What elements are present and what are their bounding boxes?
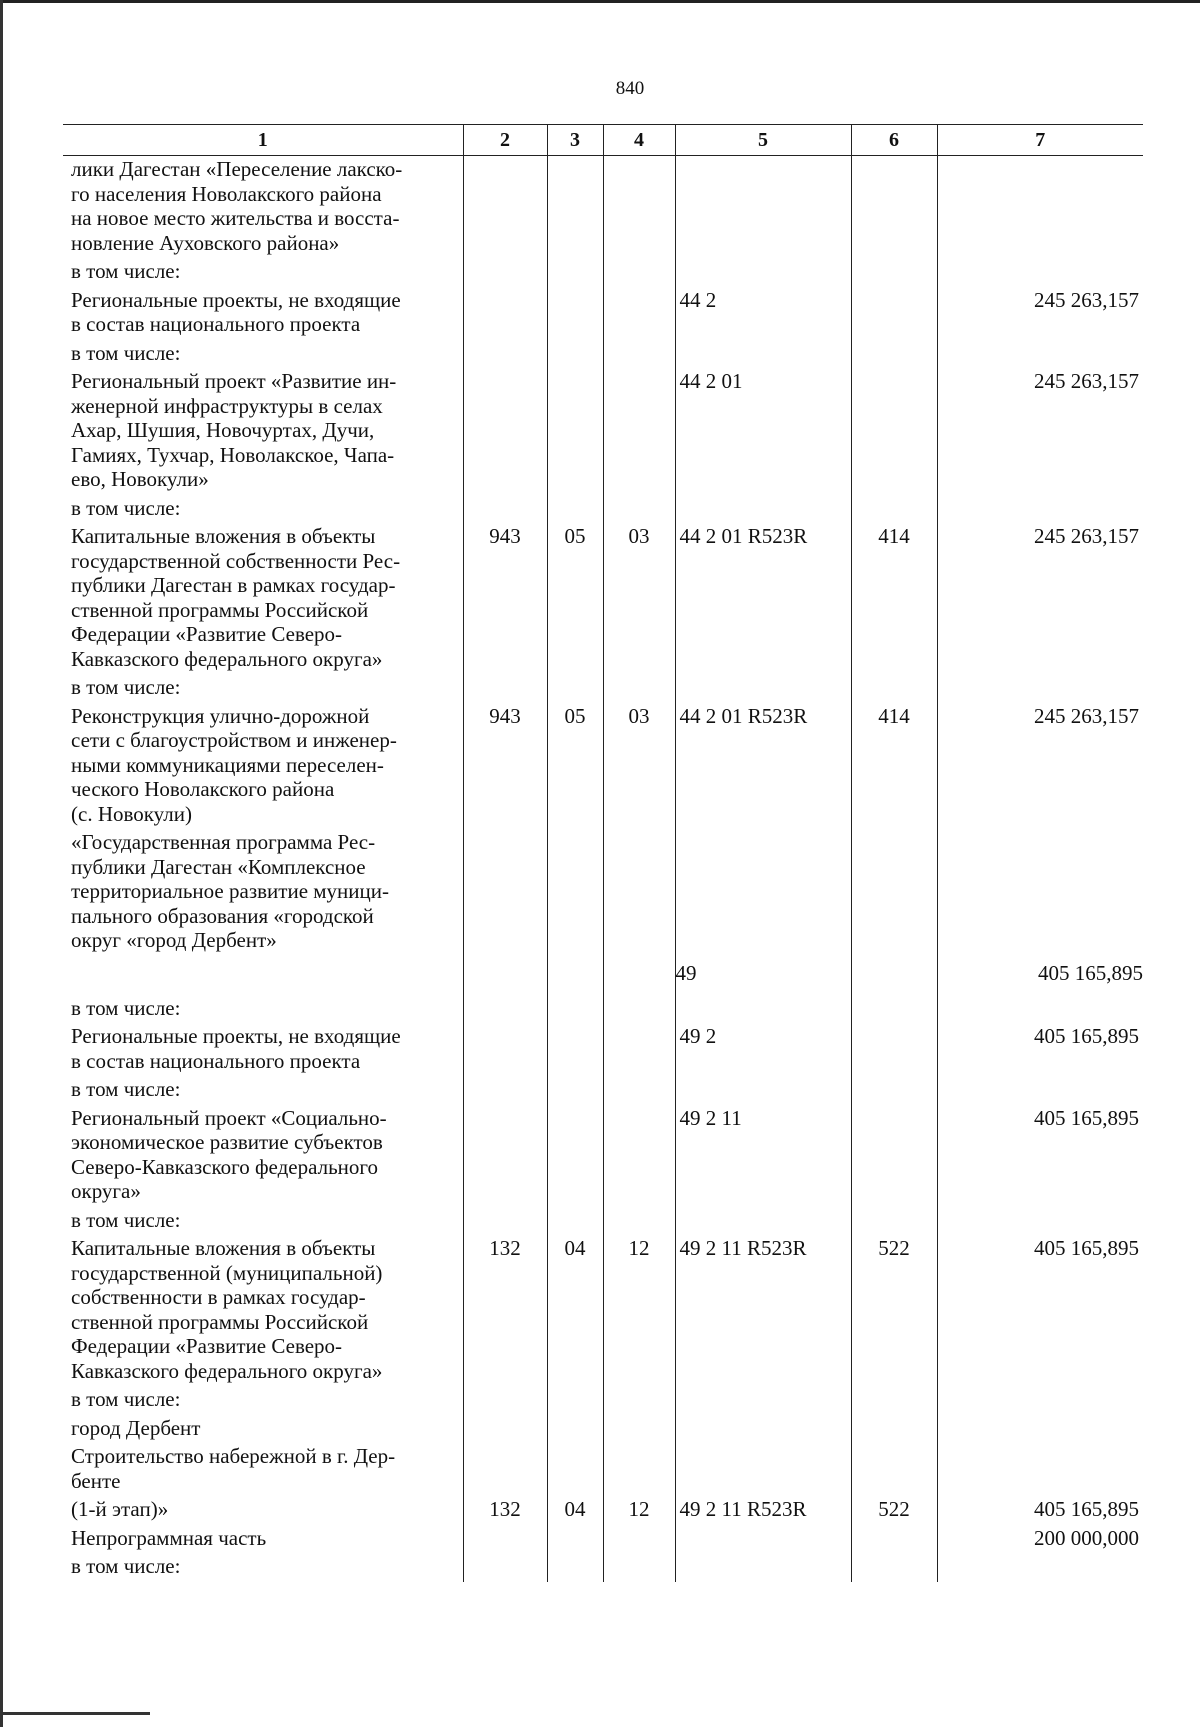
expense-type-cell [851, 287, 937, 340]
section-cell [547, 1076, 603, 1105]
expense-type-cell [851, 1386, 937, 1415]
description-cell: в том числе: [71, 995, 181, 1020]
subsection-cell [603, 674, 675, 703]
target-article-cell: 49 2 11 R523R [675, 1496, 851, 1525]
section-cell: 04 [547, 1235, 603, 1386]
admin-code-cell [463, 340, 547, 369]
scan-edge-top [0, 0, 1200, 3]
expense-type-cell [851, 156, 937, 259]
table-row [63, 156, 1143, 259]
section-cell [547, 495, 603, 524]
section-cell [547, 258, 603, 287]
description-cell: «Государственная программа Рес- публики Дагестан «Комплексное территориальное развитие муници- пального образования «городской округ «город Дербент» [71, 830, 389, 952]
target-article-cell [675, 1207, 851, 1236]
amount-cell [937, 258, 1143, 287]
amount-cell [937, 829, 1143, 961]
target-article-cell: 44 2 01 [675, 368, 851, 495]
description-cell: в том числе: [71, 340, 181, 365]
target-article-cell [675, 495, 851, 524]
table-row [63, 495, 1143, 524]
table-row [63, 703, 1143, 830]
subsection-cell [603, 961, 675, 995]
target-article-cell [675, 340, 851, 369]
amount-cell [937, 1553, 1143, 1582]
admin-code-cell [463, 1207, 547, 1236]
table-row [63, 1023, 1143, 1076]
target-article-cell [675, 1443, 851, 1496]
description-cell: в том числе: [71, 1554, 181, 1578]
section-cell [547, 287, 603, 340]
admin-code-cell [463, 1525, 547, 1554]
table-row [63, 523, 1143, 674]
table-row [63, 829, 1143, 961]
admin-code-cell: 943 [463, 703, 547, 830]
admin-code-cell [463, 156, 547, 259]
subsection-cell [603, 495, 675, 524]
expense-type-cell: 522 [851, 1235, 937, 1386]
section-cell [547, 674, 603, 703]
expense-type-cell [851, 1023, 937, 1076]
subsection-cell [603, 1443, 675, 1496]
subsection-cell [603, 1105, 675, 1207]
column-header-6: 6 [851, 125, 937, 156]
amount-cell: 245 263,157 [937, 368, 1143, 495]
section-cell [547, 340, 603, 369]
table-row [63, 368, 1143, 495]
target-article-cell [675, 1415, 851, 1444]
table-header-row [63, 125, 1143, 156]
admin-code-cell [463, 287, 547, 340]
table-row [63, 340, 1143, 369]
table-row [63, 995, 1143, 1024]
amount-cell [937, 1207, 1143, 1236]
admin-code-cell [463, 1386, 547, 1415]
amount-cell: 405 165,895 [937, 1235, 1143, 1386]
section-cell [547, 1415, 603, 1444]
admin-code-cell [463, 1076, 547, 1105]
expense-type-cell: 414 [851, 703, 937, 830]
amount-cell [937, 1443, 1143, 1496]
subsection-cell [603, 1386, 675, 1415]
subsection-cell [603, 340, 675, 369]
subsection-cell [603, 1553, 675, 1582]
expense-type-cell [851, 674, 937, 703]
budget-table [63, 124, 1143, 1582]
table-row [63, 258, 1143, 287]
table-row [63, 1105, 1143, 1207]
admin-code-cell [463, 674, 547, 703]
target-article-cell: 49 2 [675, 1023, 851, 1076]
description-cell: лики Дагестан «Переселение лакско- го населения Новолакского района на новое место жительства и восста- новление Ауховского района» [71, 157, 403, 255]
table-row [63, 674, 1143, 703]
description-cell: Региональные проекты, не входящие в состав национального проекта [71, 287, 401, 336]
table-row [63, 287, 1143, 340]
target-article-cell [675, 829, 851, 961]
expense-type-cell [851, 1415, 937, 1444]
scan-edge-bottom [0, 1712, 150, 1715]
section-cell [547, 1207, 603, 1236]
subsection-cell: 12 [603, 1235, 675, 1386]
amount-cell: 405 165,895 [937, 961, 1143, 995]
section-cell [547, 1443, 603, 1496]
admin-code-cell [463, 1553, 547, 1582]
admin-code-cell: 132 [463, 1235, 547, 1386]
description-cell: Региональный проект «Развитие ин- женерной инфраструктуры в селах Ахар, Шушия, Новочуртах, Дучи, Гамиях, Тухчар, Новолакское, Чапа- ево, Новокули» [71, 369, 397, 491]
column-header-5: 5 [675, 125, 851, 156]
expense-type-cell [851, 368, 937, 495]
amount-cell [937, 1386, 1143, 1415]
expense-type-cell [851, 1443, 937, 1496]
subsection-cell [603, 258, 675, 287]
table-row [63, 1207, 1143, 1236]
expense-type-cell [851, 995, 937, 1024]
description-cell: город Дербент [71, 1415, 201, 1440]
expense-type-cell [851, 1207, 937, 1236]
target-article-cell [675, 674, 851, 703]
column-header-7: 7 [937, 125, 1143, 156]
subsection-cell [603, 1076, 675, 1105]
target-article-cell: 44 2 01 R523R [675, 703, 851, 830]
description-cell: в том числе: [71, 1077, 181, 1101]
description-cell: Строительство набережной в г. Дер- бенте [71, 1444, 396, 1493]
expense-type-cell [851, 961, 937, 995]
expense-type-cell [851, 1105, 937, 1207]
admin-code-cell [463, 368, 547, 495]
target-article-cell [675, 156, 851, 259]
admin-code-cell [463, 1023, 547, 1076]
description-cell: Реконструкция улично-дорожной сети с благоустройством и инженер- ными коммуникациями переселен- ческого Новолакского района (с. Новокули) [71, 703, 397, 826]
amount-cell: 405 165,895 [937, 1105, 1143, 1207]
page-number: 840 [615, 78, 645, 99]
admin-code-cell [463, 495, 547, 524]
target-article-cell: 49 2 11 R523R [675, 1235, 851, 1386]
admin-code-cell: 132 [463, 1496, 547, 1525]
section-cell [547, 156, 603, 259]
table-row [63, 1525, 1143, 1554]
description-cell: в том числе: [71, 259, 181, 283]
table-row [63, 1553, 1143, 1582]
column-header-4: 4 [603, 125, 675, 156]
section-cell [547, 1386, 603, 1415]
table-body [63, 156, 1143, 1582]
amount-cell: 245 263,157 [937, 287, 1143, 340]
amount-cell: 200 000,000 [937, 1525, 1143, 1554]
table-row [63, 961, 1143, 995]
subsection-cell [603, 1525, 675, 1554]
description-cell: Региональные проекты, не входящие в состав национального проекта [71, 1024, 401, 1073]
amount-cell [937, 674, 1143, 703]
table-row [63, 1415, 1143, 1444]
amount-cell [937, 1415, 1143, 1444]
expense-type-cell [851, 1525, 937, 1554]
column-header-2: 2 [463, 125, 547, 156]
section-cell: 04 [547, 1496, 603, 1525]
target-article-cell [675, 258, 851, 287]
scan-edge-left [0, 0, 3, 1727]
section-cell: 05 [547, 703, 603, 830]
section-cell [547, 1525, 603, 1554]
table-row [63, 1235, 1143, 1386]
subsection-cell: 03 [603, 703, 675, 830]
expense-type-cell: 414 [851, 523, 937, 674]
expense-type-cell [851, 1076, 937, 1105]
admin-code-cell [463, 258, 547, 287]
section-cell [547, 368, 603, 495]
admin-code-cell [463, 1415, 547, 1444]
target-article-cell [675, 1553, 851, 1582]
subsection-cell [603, 1023, 675, 1076]
amount-cell: 245 263,157 [937, 523, 1143, 674]
target-article-cell: 49 2 11 [675, 1105, 851, 1207]
subsection-cell [603, 995, 675, 1024]
table-row [63, 1443, 1143, 1496]
table-row [63, 1076, 1143, 1105]
column-header-1: 1 [63, 125, 463, 156]
description-cell: Непрограммная часть [71, 1525, 267, 1550]
expense-type-cell [851, 1553, 937, 1582]
amount-cell [937, 1076, 1143, 1105]
description-cell [63, 961, 463, 995]
section-cell [547, 961, 603, 995]
column-header-3: 3 [547, 125, 603, 156]
description-cell: в том числе: [71, 1207, 181, 1232]
amount-cell [937, 495, 1143, 524]
amount-cell [937, 156, 1143, 259]
amount-cell: 405 165,895 [937, 1023, 1143, 1076]
admin-code-cell [463, 829, 547, 961]
table-row [63, 1496, 1143, 1525]
expense-type-cell: 522 [851, 1496, 937, 1525]
section-cell [547, 1553, 603, 1582]
description-cell: Капитальные вложения в объекты государственной собственности Рес- публики Дагестан в рамках государ- ственной программы Российской Федерации «Развитие Северо- Кавказского федерального округа» [71, 524, 401, 671]
amount-cell [937, 340, 1143, 369]
target-article-cell: 44 2 [675, 287, 851, 340]
subsection-cell: 12 [603, 1496, 675, 1525]
expense-type-cell [851, 829, 937, 961]
section-cell [547, 829, 603, 961]
description-cell: Капитальные вложения в объекты государственной (муниципальной) собственности в рамках государ- ственной программы Российской Федерации «Развитие Северо- Кавказского федерального округа» [71, 1236, 383, 1383]
admin-code-cell [463, 1443, 547, 1496]
admin-code-cell [463, 1105, 547, 1207]
admin-code-cell [463, 961, 547, 995]
section-cell [547, 995, 603, 1024]
admin-code-cell [463, 995, 547, 1024]
subsection-cell [603, 1207, 675, 1236]
target-article-cell [675, 1525, 851, 1554]
section-cell: 05 [547, 523, 603, 674]
description-cell: (1-й этап)» [71, 1497, 169, 1521]
subsection-cell [603, 368, 675, 495]
expense-type-cell [851, 340, 937, 369]
description-cell: в том числе: [71, 1387, 181, 1411]
subsection-cell: 03 [603, 523, 675, 674]
subsection-cell [603, 156, 675, 259]
expense-type-cell [851, 495, 937, 524]
description-cell: в том числе: [71, 675, 181, 699]
target-article-cell [675, 1076, 851, 1105]
target-article-cell: 49 [675, 961, 851, 995]
description-cell: в том числе: [71, 495, 181, 520]
description-cell: Региональный проект «Социально- экономическое развитие субъектов Северо-Кавказского федерального округа» [71, 1105, 387, 1203]
table-row [63, 1386, 1143, 1415]
amount-cell [937, 995, 1143, 1024]
target-article-cell: 44 2 01 R523R [675, 523, 851, 674]
section-cell [547, 1105, 603, 1207]
target-article-cell [675, 995, 851, 1024]
subsection-cell [603, 1415, 675, 1444]
expense-type-cell [851, 258, 937, 287]
admin-code-cell: 943 [463, 523, 547, 674]
target-article-cell [675, 1386, 851, 1415]
amount-cell: 245 263,157 [937, 703, 1143, 830]
section-cell [547, 1023, 603, 1076]
subsection-cell [603, 829, 675, 961]
amount-cell: 405 165,895 [937, 1496, 1143, 1525]
subsection-cell [603, 287, 675, 340]
